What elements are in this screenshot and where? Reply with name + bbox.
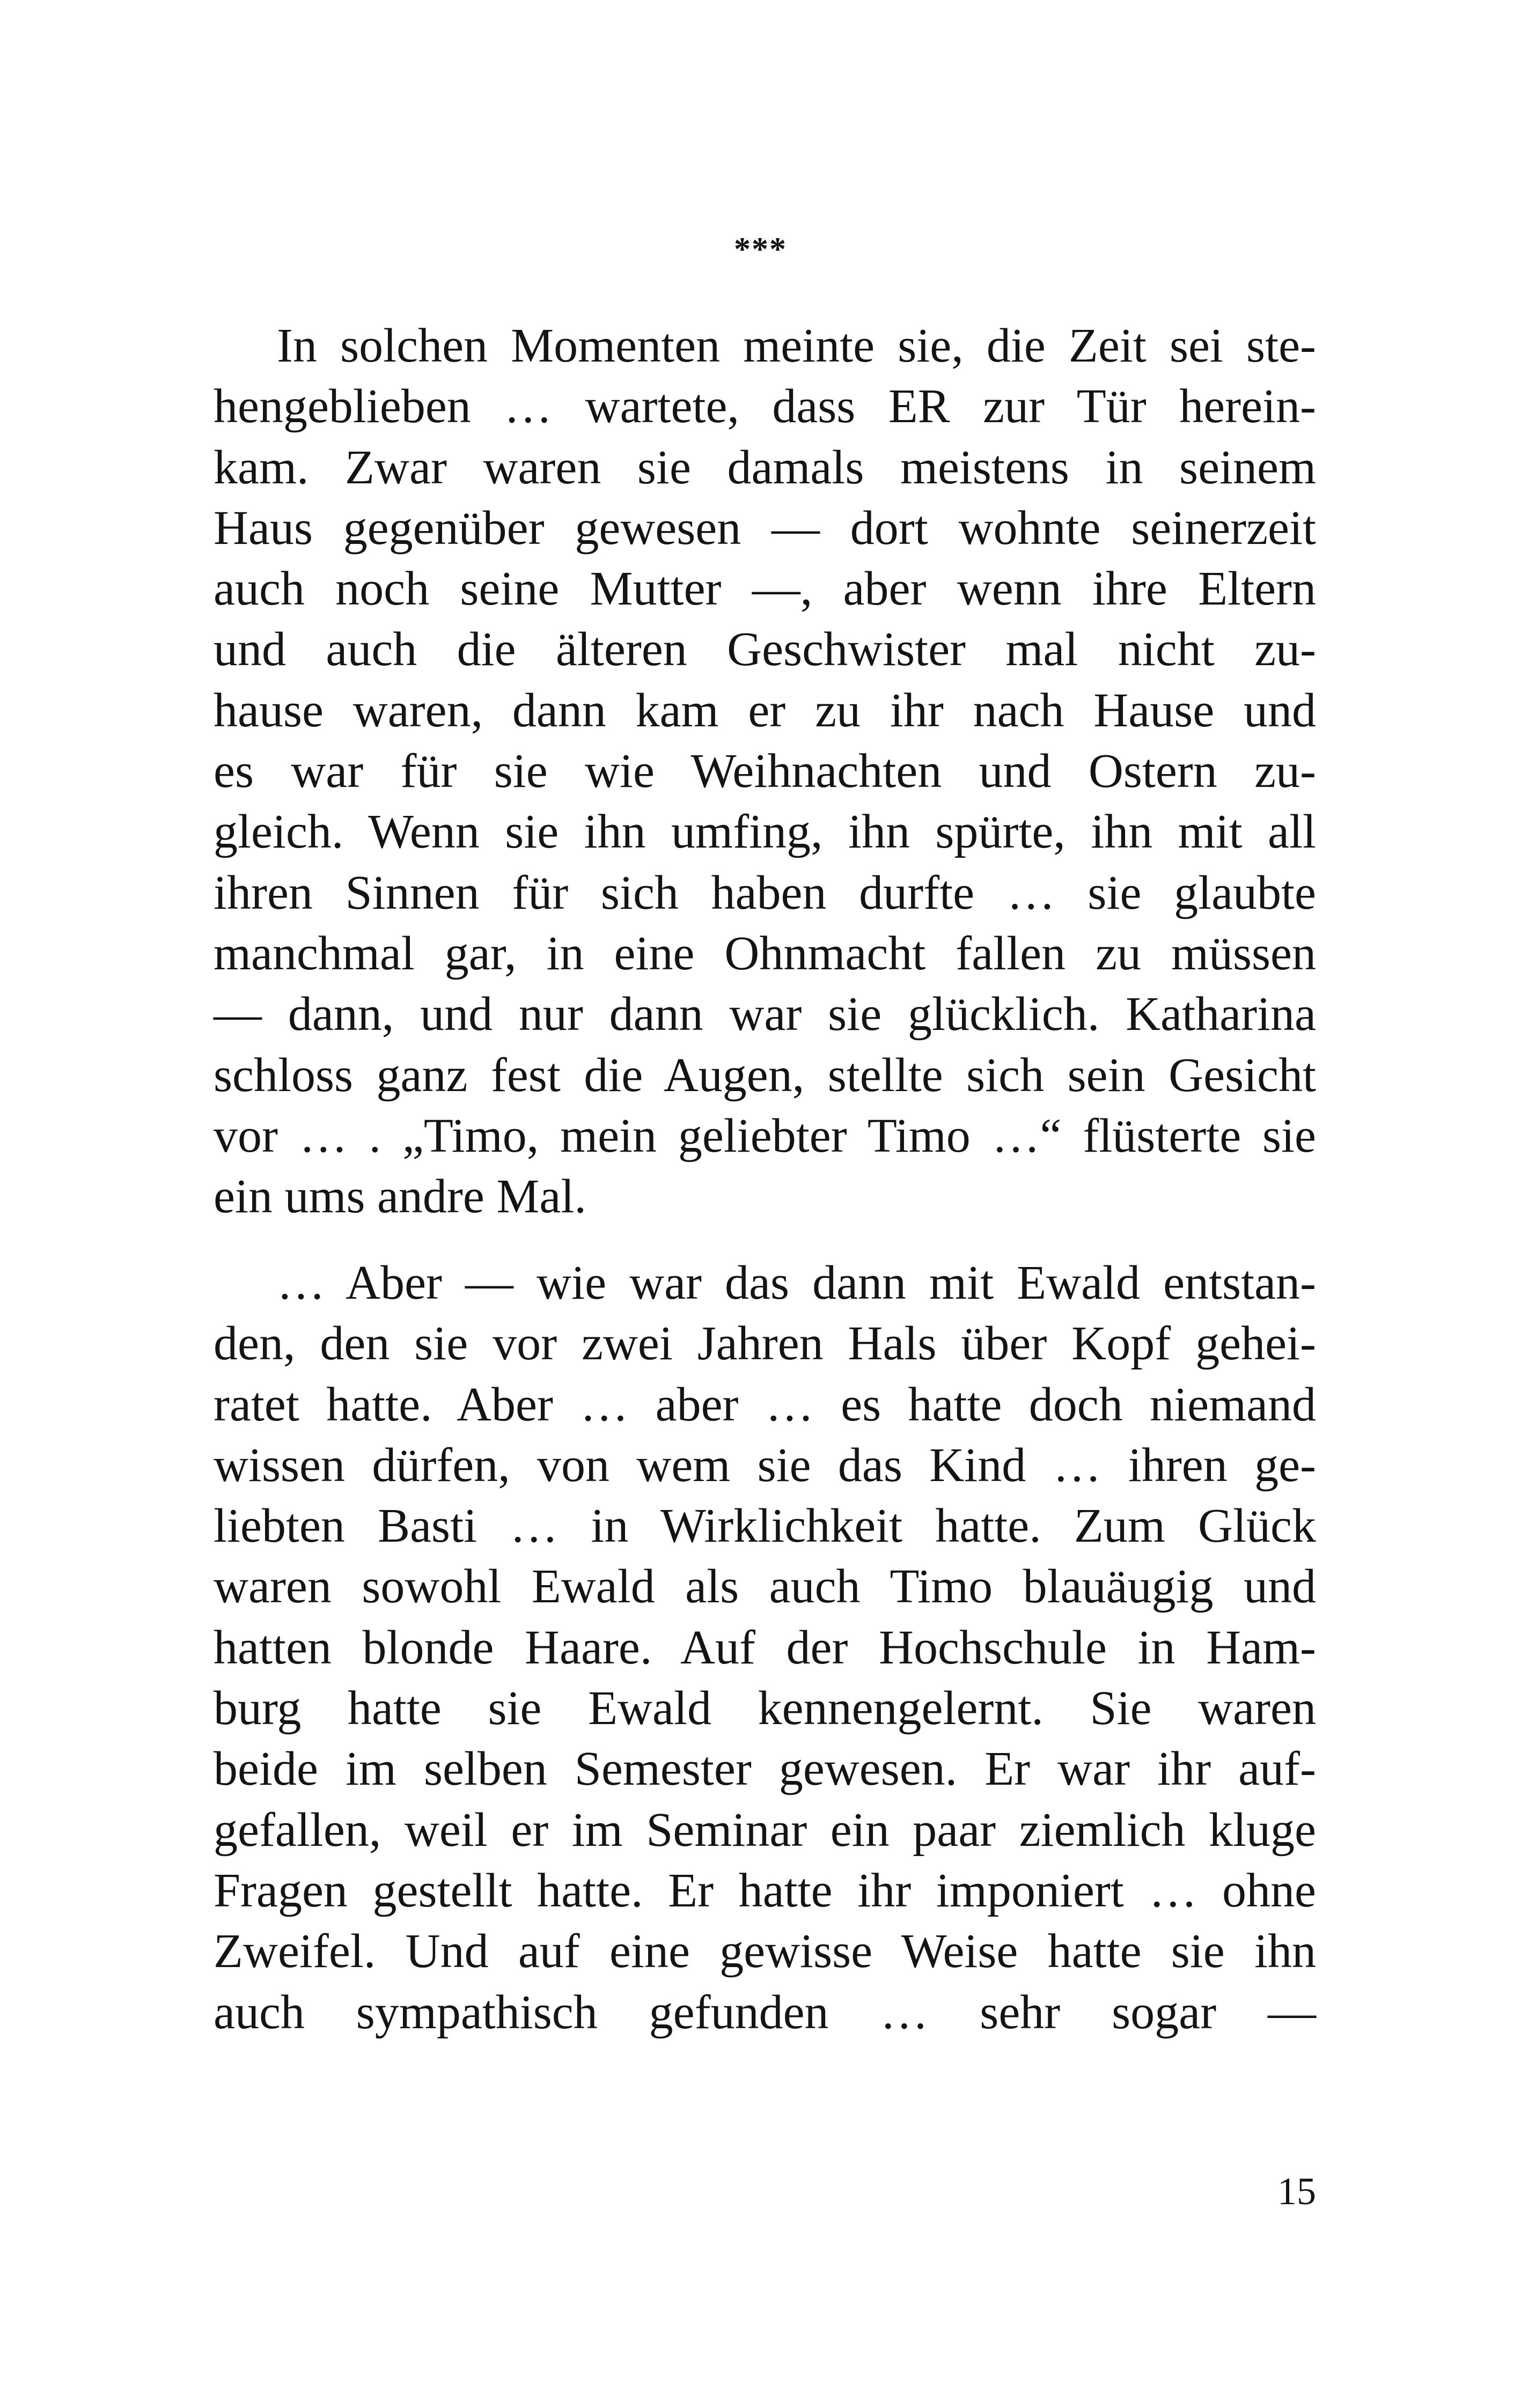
text-line: In solchen Momenten meinte sie, die Zeit sei ste-: [277, 319, 1316, 372]
text-line: ratet hatte. Aber … aber … es hatte doch niemand: [214, 1378, 1316, 1431]
paragraph-2: [214, 1253, 1316, 2043]
text-line: gefallen, weil er im Seminar ein paar ziemlich kluge: [214, 1803, 1316, 1857]
text-line: waren sowohl Ewald als auch Timo blauäugig und: [214, 1560, 1316, 1614]
text-line: auch noch seine Mutter —, aber wenn ihre Eltern: [214, 562, 1316, 616]
text-line: liebten Basti … in Wirklichkeit hatte. Zum Glück: [214, 1499, 1316, 1553]
text-line: auch sympathisch gefunden … sehr sogar —: [214, 1985, 1316, 2039]
text-line: ihren Sinnen für sich haben durfte … sie glaubte: [214, 866, 1316, 919]
text-line: und auch die älteren Geschwister mal nicht zu-: [214, 623, 1316, 676]
text-line: — dann, und nur dann war sie glücklich. Katharina: [214, 988, 1316, 1041]
text-line: gleich. Wenn sie ihn umfing, ihn spürte, ihn mit all: [214, 805, 1316, 859]
text-line: hatten blonde Haare. Auf der Hochschule in Ham-: [214, 1621, 1316, 1674]
text-line: hengeblieben … wartete, dass ER zur Tür herein-: [214, 380, 1316, 433]
text-line: Fragen gestellt hatte. Er hatte ihr imponiert … ohne: [214, 1864, 1316, 1917]
text-line: hause waren, dann kam er zu ihr nach Hause und: [214, 683, 1316, 737]
text-line: es war für sie wie Weihnachten und Ostern zu-: [214, 745, 1316, 798]
text-line: wissen dürfen, von wem sie das Kind … ihren ge-: [214, 1438, 1316, 1492]
page-number: 15: [1277, 2170, 1316, 2213]
paragraph-1: [214, 315, 1316, 1227]
text-line: beide im selben Semester gewesen. Er war ihr auf-: [214, 1742, 1316, 1796]
text-line: vor … . „Timo, mein geliebter Timo …“ flüsterte sie: [214, 1109, 1316, 1162]
text-line: manchmal gar, in eine Ohnmacht fallen zu müssen: [214, 926, 1316, 980]
text-line: den, den sie vor zwei Jahren Hals über Kopf gehei-: [214, 1317, 1316, 1371]
text-line: Zweifel. Und auf eine gewisse Weise hatte sie ihn: [214, 1925, 1316, 1978]
text-line: … Aber — wie war das dann mit Ewald entstan-: [277, 1256, 1316, 1309]
text-line: burg hatte sie Ewald kennengelernt. Sie waren: [214, 1682, 1316, 1735]
text-line: ein ums andre Mal.: [214, 1170, 586, 1224]
text-line: Haus gegenüber gewesen — dort wohnte seinerzeit: [214, 501, 1316, 555]
section-separator: ***: [734, 231, 787, 268]
text-line: schloss ganz fest die Augen, stellte sich sein Gesicht: [214, 1048, 1316, 1102]
text-line: kam. Zwar waren sie damals meistens in seinem: [214, 440, 1316, 494]
